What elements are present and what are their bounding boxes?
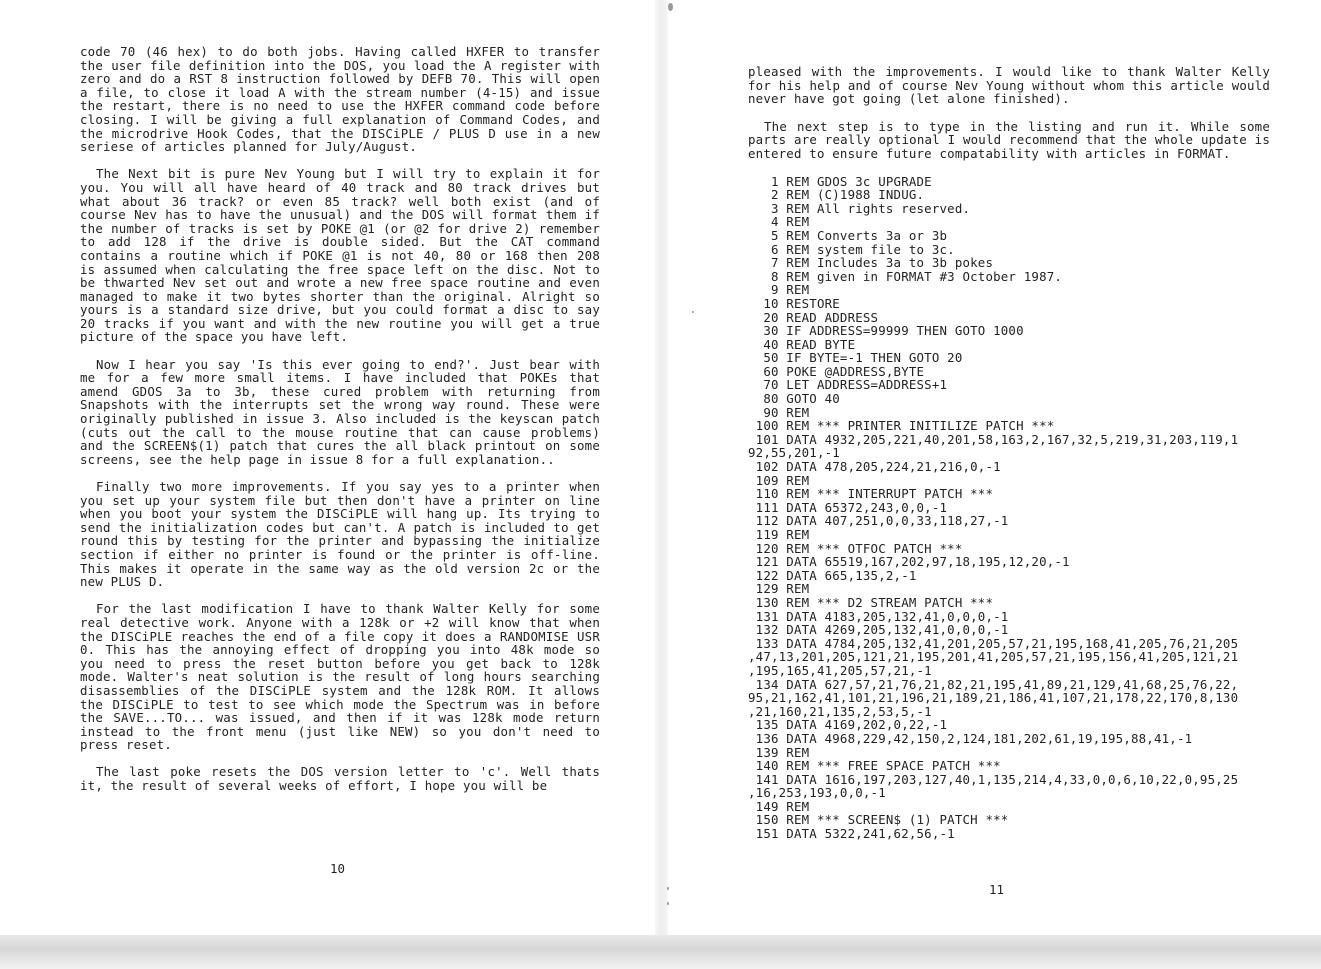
listing-line: 90 REM bbox=[748, 404, 810, 420]
listing-line: 151 DATA 5322,241,62,56,-1 bbox=[748, 826, 955, 842]
left-paragraph-4: Finally two more improvements. If you say yes to a printer when you set up your system file but then don't have a printer on line when you boot your system the DISCiPLE will hang up. Its trying to send the initialization codes but can't. A patch is included to get round this by testing for the printer and bypassing the initialize section if either no printer is found or the printer is off-line. This makes it operate in the same way as the old version 2c or the new PLUS D. bbox=[80, 479, 600, 590]
left-paragraph-1: code 70 (46 hex) to do both jobs. Having called HXFER to transfer the user file definition into the DOS, you load the A register with zero and do a RST 8 instruction followed by DEFB 70. This will open a file, to close it load A with the stream number (4-15) and issue the restart, there is no need to use the HXFER command code before closing. I will be giving a full explanation of Command Codes, and the microdrive Hook Codes, that the DISCiPLE / PLUS D use in a new seriese of articles planned for July/August. bbox=[80, 44, 600, 155]
listing-line: 2 REM (C)1988 INDUG. bbox=[748, 187, 925, 203]
listing-line: 8 REM given in FORMAT #3 October 1987. bbox=[748, 268, 1063, 284]
listing-line: 135 DATA 4169,202,0,22,-1 bbox=[748, 717, 948, 733]
listing-line: 5 REM Converts 3a or 3b bbox=[748, 227, 948, 243]
listing-line: 139 REM bbox=[748, 744, 810, 760]
book-gutter bbox=[655, 0, 668, 935]
left-paragraph-3: Now I hear you say 'Is this ever going to end?'. Just bear with me for a few more small items. I have included that POKEs that amend GDOS 3a to 3b, these cured problem with returning from Snapshots with the interrupts set the wrong way round. These were originally published in issue 3. Also included is the keyscan patch (cuts out the call to the mouse routine that can cause problems) and the SCREEN$(1) patch that cures the all black printout on some screens, see the help page in issue 8 for a full explanation.. bbox=[80, 356, 600, 467]
listing-line: ,21,160,21,135,2,53,5,-1 bbox=[748, 703, 932, 719]
listing-line: 101 DATA 4932,205,221,40,201,58,163,2,167,32,5,219,31,203,119,1 bbox=[748, 431, 1239, 447]
right-page-text-column bbox=[748, 65, 1270, 841]
right-paragraph-2: The next step is to type in the listing and run it. While some parts are really optional I would recommend that the whole update is entered to ensure future compatability with articles in FORMAT. bbox=[748, 118, 1270, 161]
listing-line: 6 REM system file to 3c. bbox=[748, 241, 955, 257]
listing-line: 30 IF ADDRESS=99999 THEN GOTO 1000 bbox=[748, 323, 1024, 339]
listing-line: 92,55,201,-1 bbox=[748, 445, 840, 461]
listing-line: 1 REM GDOS 3c UPGRADE bbox=[748, 173, 932, 189]
listing-line: 110 REM *** INTERRUPT PATCH *** bbox=[748, 486, 994, 502]
listing-line: 150 REM *** SCREEN$ (1) PATCH *** bbox=[748, 812, 1009, 828]
listing-line: 122 DATA 665,135,2,-1 bbox=[748, 567, 917, 583]
listing-line: 60 POKE @ADDRESS,BYTE bbox=[748, 363, 925, 379]
listing-line: 131 DATA 4183,205,132,41,0,0,0,-1 bbox=[748, 608, 1009, 624]
right-paragraph-1: pleased with the improvements. I would like to thank Walter Kelly for his help and of course Nev Young without whom this article would never have got going (let alone finished). bbox=[748, 64, 1270, 107]
listing-line: 50 IF BYTE=-1 THEN GOTO 20 bbox=[748, 350, 963, 366]
listing-line: 141 DATA 1616,197,203,127,40,1,135,214,4,33,0,0,6,10,22,0,95,25 bbox=[748, 771, 1239, 787]
listing-line: 136 DATA 4968,229,42,150,2,124,181,202,61,19,195,88,41,-1 bbox=[748, 730, 1193, 746]
left-paragraph-6: The last poke resets the DOS version letter to 'c'. Well thats it, the result of several weeks of effort, I hope you will be bbox=[80, 764, 600, 794]
listing-line: 100 REM *** PRINTER INITILIZE PATCH *** bbox=[748, 418, 1055, 434]
listing-line: 112 DATA 407,251,0,0,33,118,27,-1 bbox=[748, 513, 1009, 529]
listing-line: 132 DATA 4269,205,132,41,0,0,0,-1 bbox=[748, 622, 1009, 638]
listing-line: 120 REM *** OTFOC PATCH *** bbox=[748, 540, 963, 556]
listing-line: 70 LET ADDRESS=ADDRESS+1 bbox=[748, 377, 948, 393]
listing-line: 121 DATA 65519,167,202,97,18,195,12,20,-1 bbox=[748, 554, 1070, 570]
scan-speck bbox=[667, 887, 669, 890]
listing-line: 40 READ BYTE bbox=[748, 336, 856, 352]
listing-line: 7 REM Includes 3a to 3b pokes bbox=[748, 255, 994, 271]
listing-line: 80 GOTO 40 bbox=[748, 391, 840, 407]
listing-line: 140 REM *** FREE SPACE PATCH *** bbox=[748, 758, 1001, 774]
listing-line: 130 REM *** D2 STREAM PATCH *** bbox=[748, 594, 994, 610]
page-number-right: 11 bbox=[989, 882, 1004, 897]
listing-line: 9 REM bbox=[748, 282, 810, 298]
left-paragraph-2: The Next bit is pure Nev Young but I will try to explain it for you. You will all have heard of 40 track and 80 track drives but what about 36 track? or even 85 track? well both exist (and of course Nev has to have the unusual) and the DOS will format them if the number of tracks is set by POKE @1 (or @2 for drive 2) remember to add 128 if the drive is double sided. But the CAT command contains a routine which if POKE @1 is not 40, 80 or 168 then 208 is assumed when calculating the free space left on the disc. Not to be thwarted Nev set out and wrote a new free space routine and even managed to make it two bytes shorter than the original. Alright so yours is a standard size drive, but you could format a disc to say 20 tracks if you want and with the new routine you will get a true picture of the space you have left. bbox=[80, 166, 600, 345]
listing-line: 129 REM bbox=[748, 581, 810, 597]
listing-line: 4 REM bbox=[748, 214, 810, 230]
listing-line: 102 DATA 478,205,224,21,216,0,-1 bbox=[748, 459, 1001, 475]
scan-speck bbox=[668, 3, 673, 11]
listing-line: 119 REM bbox=[748, 527, 810, 542]
scan-bottom-edge bbox=[0, 935, 1321, 969]
listing-line: 111 DATA 65372,243,0,0,-1 bbox=[748, 499, 948, 515]
listing-line: 133 DATA 4784,205,132,41,201,205,57,21,195,168,41,205,76,21,205 bbox=[748, 635, 1239, 651]
scan-speck bbox=[692, 311, 694, 313]
listing-line: 10 RESTORE bbox=[748, 295, 840, 311]
listing-line: 149 REM bbox=[748, 798, 810, 814]
listing-line: 20 READ ADDRESS bbox=[748, 309, 879, 325]
listing-line: 3 REM All rights reserved. bbox=[748, 200, 971, 216]
listing-line: ,47,13,201,205,121,21,195,201,41,205,57,21,195,156,41,205,121,21 bbox=[748, 649, 1239, 665]
scan-speck bbox=[667, 902, 669, 905]
page-number-left: 10 bbox=[330, 861, 345, 876]
left-paragraph-5: For the last modification I have to thank Walter Kelly for some real detective work. Anyone with a 128k or +2 will know that when the DISCiPLE reaches the end of a file copy it does a RANDOMISE USR 0. This has the annoying effect of dropping you into 48k mode so you need to press the reset button before you get back to 128k mode. Walter's neat solution is the result of long hours searching disassemblies of the DISCiPLE system and the 128k ROM. It allows the DISCiPLE to test to see which mode the Spectrum was in before the SAVE...TO... was issued, and then if it was 128k mode return instead to the front menu (just like NEW) so you don't need to press reset. bbox=[80, 601, 600, 753]
listing-line: ,16,253,193,0,0,-1 bbox=[748, 785, 886, 801]
listing-line: 134 DATA 627,57,21,76,21,82,21,195,41,89,21,129,41,68,25,76,22, bbox=[748, 676, 1239, 692]
basic-program-listing bbox=[748, 175, 1270, 841]
left-page-text-column bbox=[80, 45, 600, 806]
left-page bbox=[0, 0, 655, 935]
listing-line: 109 REM bbox=[748, 472, 810, 488]
listing-line: 95,21,162,41,101,21,196,21,189,21,186,41,107,21,178,22,170,8,130 bbox=[748, 690, 1239, 706]
listing-line: ,195,165,41,205,57,21,-1 bbox=[748, 662, 932, 678]
